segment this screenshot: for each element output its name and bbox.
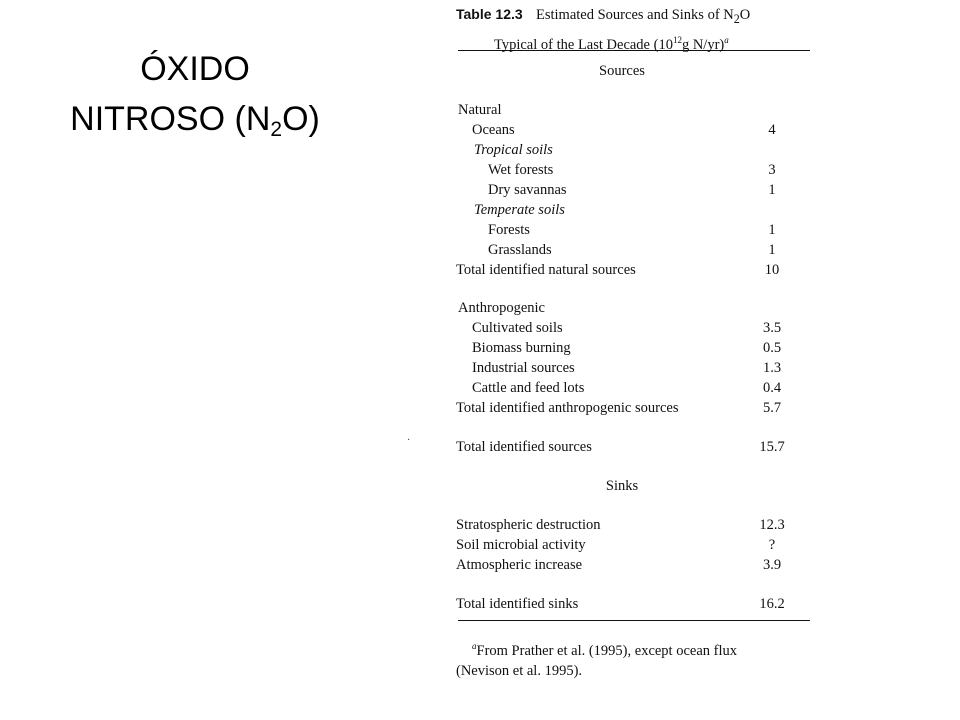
sinks-header: Sinks — [605, 478, 639, 494]
total-sources-row: Total identified sources 15.7 — [456, 439, 785, 455]
table-12-3 — [452, 0, 814, 690]
table-top-rule — [458, 50, 810, 51]
table-row: Dry savannas 1 — [488, 182, 776, 198]
scan-speck: · — [407, 435, 411, 446]
table-title-line-1: Estimated Sources and Sinks of $N_2O$ — [536, 7, 751, 26]
table-row: Atmospheric increase 3.9 — [456, 557, 782, 573]
slide-title — [40, 44, 350, 144]
title-line-1: ÓXIDO — [140, 50, 250, 88]
anthropogenic-total-row: Total identified anthropogenic sources 5.7 — [456, 400, 782, 416]
table-row: Industrial sources 1.3 — [472, 360, 782, 376]
footnote-line-1: $^a$From Prather et al. (1995), except ocean flux — [472, 641, 738, 659]
subscript-2: 2 — [270, 118, 283, 141]
table-row: Forests 1 — [488, 222, 776, 238]
title-line-2: NITROSO $(N_2O)$ — [70, 100, 320, 141]
table-caption — [456, 4, 750, 56]
natural-total-row: Total identified natural sources 10 — [456, 262, 780, 278]
temperate-soils-heading: Temperate soils — [474, 202, 565, 218]
table-row: Grasslands 1 — [488, 242, 776, 258]
table-bottom-rule — [458, 620, 810, 621]
table-row: Cattle and feed lots 0.4 — [472, 380, 782, 396]
table-row: Wet forests 3 — [488, 162, 776, 178]
table-footnote — [456, 636, 812, 681]
tropical-soils-heading: Tropical soils — [474, 142, 553, 158]
total-sinks-row: Total identified sinks 16.2 — [456, 596, 785, 612]
table-row: Cultivated soils 3.5 — [472, 320, 782, 336]
sources-header: Sources — [599, 63, 645, 79]
table-row: Oceans 4 — [472, 122, 776, 138]
anthropogenic-heading: Anthropogenic — [458, 300, 545, 316]
natural-heading: Natural — [458, 102, 502, 118]
table-title-line-2: Typical of the Last Decade ($10^{12}g$ N/yr)$^a$ — [494, 34, 729, 53]
table-row: Soil microbial activity ? — [456, 537, 776, 553]
footnote-line-2: (Nevison et al. 1995). — [456, 662, 583, 679]
table-row: Biomass burning 0.5 — [472, 340, 782, 356]
table-row: Stratospheric destruction 12.3 — [456, 517, 785, 533]
table-number: Table 12.3 — [456, 6, 523, 22]
